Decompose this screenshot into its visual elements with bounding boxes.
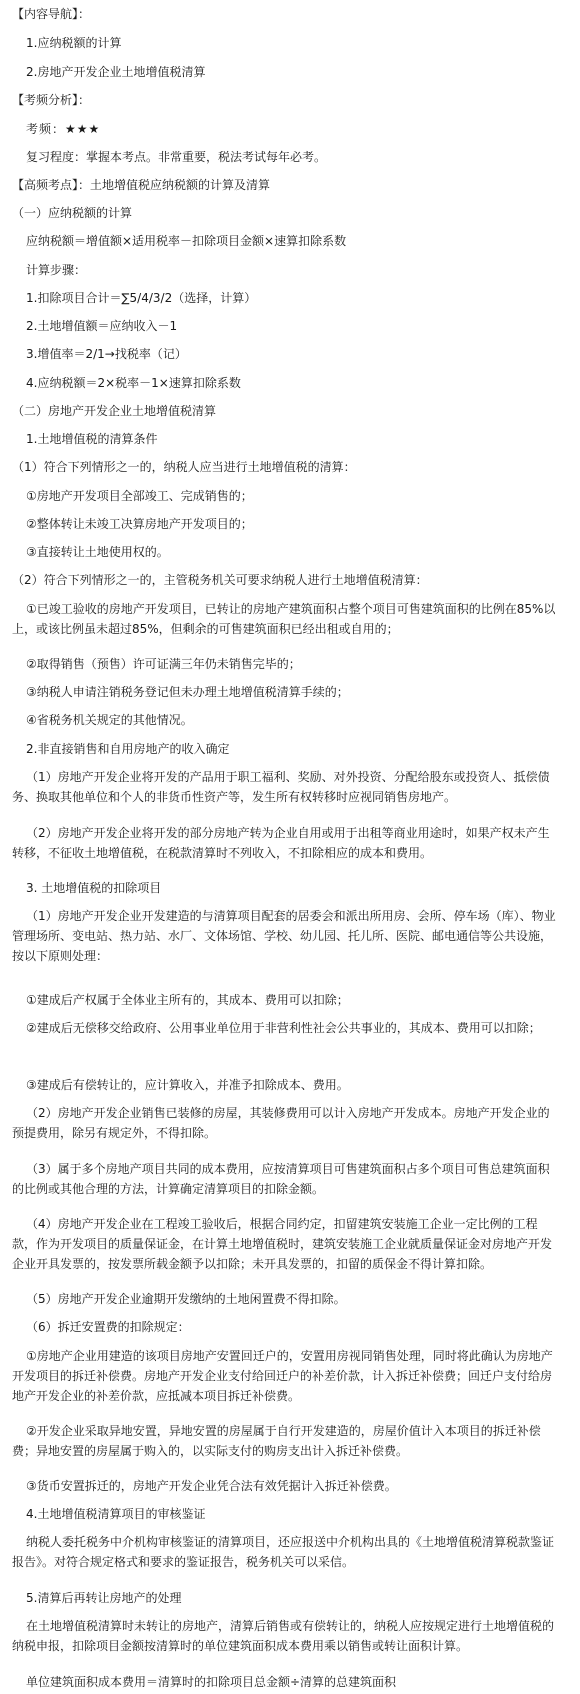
list-item: ③直接转让土地使用权的。 — [26, 545, 169, 559]
paragraph: （4）房地产开发企业在工程竣工验收后，根据合同约定，扣留建筑安装施工企业一定比例的工程款，作为开发项目的质量保证金，在计算土地增值税时，建筑安装施工企业就质量保证金对房地产开发企业开具发票的，按发票所载金额予以扣除；未开具发票的，扣留的质保金不得计算扣除。 — [12, 1217, 553, 1271]
list-item: 2.房地产开发企业土地增值税清算 — [26, 65, 206, 79]
list-item: 2.土地增值额＝应纳收入－1 — [26, 319, 178, 333]
section-heading-key-point: 【高频考点】：土地增值税应纳税额的计算及清算 — [12, 178, 271, 192]
item-heading: 5.清算后再转让房地产的处理 — [26, 1591, 182, 1605]
list-item: ④省税务机关规定的其他情况。 — [26, 713, 193, 727]
list-item: ①房地产企业用建造的该项目房地产安置回迁户的，安置用房视同销售处理，同时将此确认为房地产开发项目的拆迁补偿费。房地产开发企业支付给回迁户的补差价款，计入拆迁补偿费；回迁户支付给房地产开发企业的补差价款，应抵减本项目拆迁补偿费。 — [12, 1349, 553, 1403]
formula: 应纳税额＝增值额×适用税率－扣除项目金额×速算扣除系数 — [26, 234, 347, 248]
list-item: 3.增值率＝2/1→找税率（记） — [26, 347, 187, 361]
paragraph: 纳税人委托税务中介机构审核鉴证的清算项目，还应报送中介机构出具的《土地增值税清算税款鉴证报告》。对符合规定格式和要求的鉴证报告，税务机关可以采信。 — [12, 1535, 555, 1569]
paragraph: 计算步骤： — [26, 263, 87, 277]
list-item: 1.应纳税额的计算 — [26, 36, 122, 50]
paragraph: （6）拆迁安置费的扣除规定： — [26, 1320, 190, 1334]
item-heading: 3. 土地增值税的扣除项目 — [26, 881, 162, 895]
paragraph: （1）房地产开发企业开发建造的与清算项目配套的居委会和派出所用房、会所、停车场（库）、物业管理场所、变电站、热力站、水厂、文体场馆、学校、幼儿园、托儿所、医院、邮电通信等公共设施，按以下原则处理： — [12, 909, 556, 963]
paragraph: （3）属于多个房地产项目共同的成本费用，应按清算项目可售建筑面积占多个项目可售总建筑面积的比例或其他合理的方法，计算确定清算项目的扣除金额。 — [12, 1162, 550, 1196]
list-item: ③货币安置拆迁的，房地产开发企业凭合法有效凭据计入拆迁补偿费。 — [26, 1479, 397, 1493]
formula: 单位建筑面积成本费用＝清算时的扣除项目总金额÷清算的总建筑面积 — [26, 1675, 397, 1689]
list-item: ②取得销售（预售）许可证满三年仍未销售完毕的； — [26, 657, 301, 671]
paragraph: 复习程度：掌握本考点。非常重要，税法考试每年必考。 — [26, 150, 327, 164]
paragraph: 在土地增值税清算时未转让的房地产，清算后销售或有偿转让的，纳税人应按规定进行土地增值税的纳税申报，扣除项目金额按清算时的单位建筑面积成本费用乘以销售或转让面积计算。 — [12, 1619, 555, 1653]
list-item: 1.扣除项目合计＝∑5/4/3/2（选择，计算） — [26, 291, 257, 305]
list-item: ①建成后产权属于全体业主所有的，其成本、费用可以扣除； — [26, 993, 349, 1007]
paragraph: （1）符合下列情形之一的，纳税人应当进行土地增值税的清算： — [12, 460, 356, 474]
list-item: ①房地产开发项目全部竣工、完成销售的； — [26, 489, 253, 503]
subsection-heading: （二）房地产开发企业土地增值税清算 — [12, 404, 217, 418]
paragraph: （2）房地产开发企业将开发的部分房地产转为企业自用或用于出租等商业用途时，如果产权未产生转移，不征收土地增值税，在税款清算时不列收入，不扣除相应的成本和费用。 — [12, 826, 550, 860]
paragraph: （2）房地产开发企业销售已装修的房屋，其装修费用可以计入房地产开发成本。房地产开发企业的预提费用，除另有规定外，不得扣除。 — [12, 1106, 550, 1140]
paragraph: （2）符合下列情形之一的，主管税务机关可要求纳税人进行土地增值税清算： — [12, 573, 428, 587]
subsection-heading: （一）应纳税额的计算 — [12, 206, 133, 220]
list-item: 4.应纳税额＝2×税率－1×速算扣除系数 — [26, 376, 241, 390]
paragraph: （1）房地产开发企业将开发的产品用于职工福利、奖励、对外投资、分配给股东或投资人、抵偿债务、换取其他单位和个人的非货币性资产等，发生所有权转移时应视同销售房地产。 — [12, 770, 550, 804]
section-heading-frequency: 【考频分析】： — [12, 93, 91, 107]
frequency-rating: 考频：★★★ — [26, 122, 101, 136]
list-item: ②开发企业采取异地安置，异地安置的房屋属于自行开发建造的，房屋价值计入本项目的拆迁补偿费；异地安置的房屋属于购入的，以实际支付的购房支出计入拆迁补偿费。 — [12, 1424, 541, 1458]
section-heading-content-nav: 【内容导航】： — [12, 7, 91, 21]
list-item: ③纳税人申请注销税务登记但未办理土地增值税清算手续的； — [26, 685, 349, 699]
paragraph: （5）房地产开发企业逾期开发缴纳的土地闲置费不得扣除。 — [26, 1292, 346, 1306]
list-item: ③建成后有偿转让的，应计算收入，并准予扣除成本、费用。 — [26, 1078, 349, 1092]
paragraph: ①已竣工验收的房地产开发项目，已转让的房地产建筑面积占整个项目可售建筑面积的比例在85%以上，或该比例虽未超过85%，但剩余的可售建筑面积已经出租或自用的； — [12, 602, 556, 636]
list-item: ②整体转让未竣工决算房地产开发项目的； — [26, 517, 253, 531]
item-heading: 4.土地增值税清算项目的审核鉴证 — [26, 1507, 206, 1521]
list-item: ②建成后无偿移交给政府、公用事业单位用于非营利性社会公共事业的，其成本、费用可以扣除； — [26, 1021, 541, 1035]
item-heading: 2.非直接销售和自用房地产的收入确定 — [26, 742, 230, 756]
item-heading: 1.土地增值税的清算条件 — [26, 432, 158, 446]
